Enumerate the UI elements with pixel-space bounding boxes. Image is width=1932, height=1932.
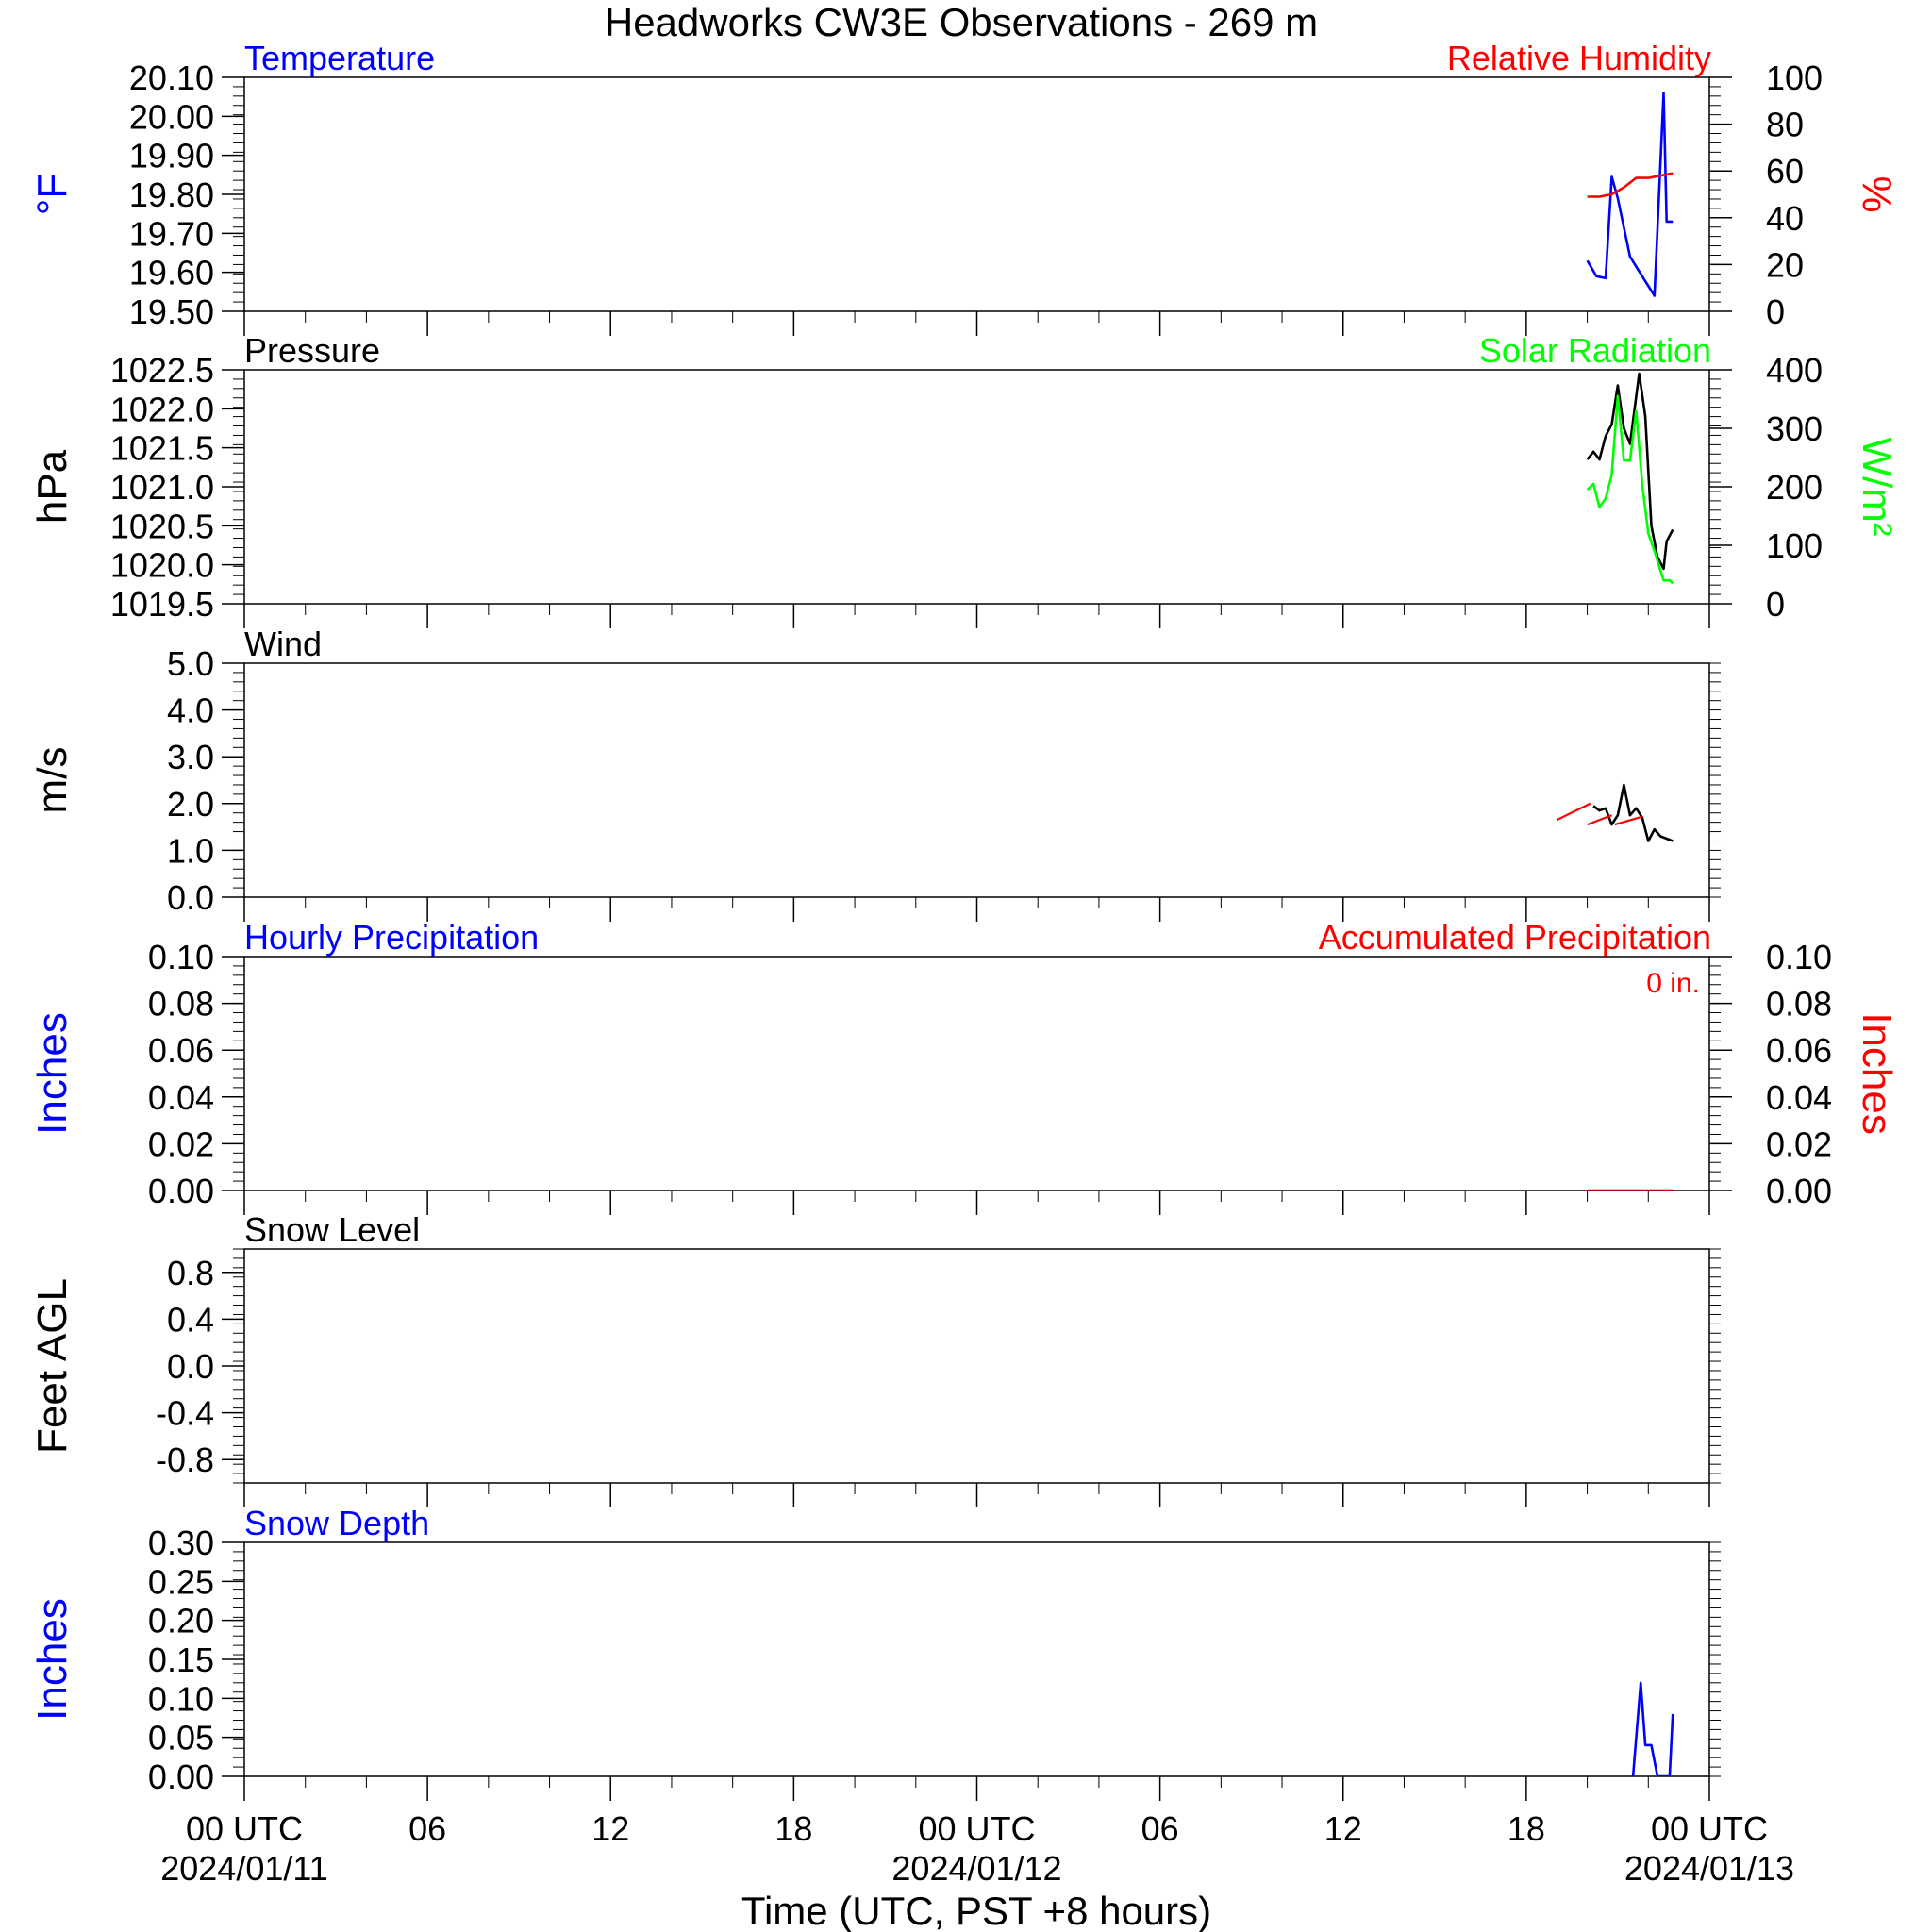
right-tick-label: 80 — [1766, 105, 1805, 144]
left-tick-label: 19.50 — [128, 292, 214, 331]
left-tick-label: 5.0 — [166, 644, 214, 683]
panel-title-right: Solar Radiation — [1478, 331, 1711, 370]
panel-title: Snow Depth — [244, 1504, 430, 1542]
right-tick-label: 0 — [1766, 585, 1786, 624]
panel-title: Hourly Precipitation — [244, 918, 540, 957]
right-tick-label: 0.00 — [1766, 1172, 1833, 1210]
panel-frame — [244, 370, 1709, 604]
snow-depth-line — [1633, 1683, 1673, 1776]
left-axis-title: hPa — [29, 449, 75, 525]
left-tick-label: 3.0 — [166, 738, 214, 777]
panel-3 — [29, 625, 1721, 922]
right-tick-label: 0.02 — [1766, 1124, 1833, 1164]
x-tick-label: 06 — [1141, 1809, 1179, 1848]
left-tick-label: 19.60 — [128, 253, 214, 292]
panel-frame — [244, 1249, 1709, 1483]
left-tick-label: 1.0 — [166, 831, 214, 871]
right-axis-title: % — [1854, 175, 1900, 213]
right-tick-label: 400 — [1766, 351, 1824, 390]
right-tick-label: 0.10 — [1766, 938, 1833, 976]
solar-radiation-line — [1588, 396, 1674, 583]
x-tick-label: 00 UTC — [185, 1809, 304, 1848]
x-tick-label: 18 — [774, 1809, 813, 1848]
x-tick-label: 00 UTC — [1650, 1809, 1769, 1848]
left-axis-title: Inches — [29, 1012, 75, 1135]
left-axis-title: °F — [29, 173, 75, 216]
right-tick-label: 0.08 — [1766, 984, 1833, 1024]
x-tick-label: 00 UTC — [918, 1809, 1036, 1848]
left-tick-label: 0.10 — [147, 1679, 214, 1719]
x-tick-date: 2024/01/12 — [891, 1849, 1062, 1888]
left-tick-label: 20.00 — [128, 97, 214, 137]
panel-title: Temperature — [244, 39, 436, 77]
temperature-line — [1588, 93, 1674, 296]
left-tick-label: 20.10 — [128, 58, 214, 97]
right-axis-title: Inches — [1854, 1012, 1900, 1135]
x-tick-label: 12 — [1324, 1809, 1362, 1848]
right-axis-title: W/m² — [1854, 437, 1900, 537]
left-tick-label: 0.06 — [147, 1031, 214, 1071]
left-tick-label: 0.08 — [147, 984, 214, 1024]
left-tick-label: 0.02 — [147, 1124, 214, 1164]
left-tick-label: 1022.0 — [109, 390, 214, 429]
panel-6 — [29, 1504, 1721, 1801]
right-tick-label: 0.04 — [1766, 1077, 1833, 1117]
x-tick-date: 2024/01/13 — [1624, 1849, 1795, 1888]
time-axis — [160, 1809, 1794, 1888]
left-tick-label: -0.8 — [155, 1441, 214, 1480]
left-tick-label: 1019.5 — [109, 585, 214, 624]
left-tick-label: 1020.5 — [109, 507, 214, 546]
x-tick-label: 12 — [591, 1809, 630, 1848]
wind-barb-segment — [1615, 817, 1642, 824]
right-tick-label: 100 — [1766, 58, 1824, 97]
left-tick-label: 0.0 — [166, 1347, 214, 1386]
left-tick-label: 4.0 — [166, 691, 214, 730]
panel-frame — [244, 663, 1709, 897]
right-tick-label: 0.06 — [1766, 1031, 1833, 1071]
left-tick-label: 0.0 — [166, 878, 214, 917]
pressure-line — [1588, 374, 1674, 569]
left-tick-label: 0.10 — [147, 938, 214, 976]
x-tick-date: 2024/01/11 — [160, 1849, 328, 1888]
left-tick-label: 0.05 — [147, 1718, 214, 1757]
left-tick-label: 0.00 — [147, 1757, 214, 1796]
left-tick-label: 1021.0 — [109, 468, 214, 507]
panel-title: Wind — [244, 625, 323, 663]
x-tick-label: 06 — [408, 1809, 447, 1848]
left-tick-label: 0.8 — [166, 1253, 214, 1292]
left-tick-label: 1020.0 — [109, 545, 214, 585]
right-tick-label: 200 — [1766, 468, 1824, 507]
wind-barb-segment — [1557, 804, 1591, 820]
x-tick-label: 18 — [1507, 1809, 1545, 1848]
panel-frame — [244, 1542, 1709, 1776]
panels — [29, 39, 1900, 1801]
x-axis-title: Time (UTC, PST +8 hours) — [741, 1889, 1212, 1932]
left-tick-label: 19.70 — [128, 214, 214, 254]
panel-annotation: 0 in. — [1646, 968, 1700, 999]
left-axis-title: Inches — [29, 1598, 75, 1721]
chart-title: Headworks CW3E Observations - 269 m — [604, 0, 1319, 44]
right-tick-label: 300 — [1766, 409, 1824, 448]
panel-2 — [29, 331, 1900, 628]
panel-1 — [29, 39, 1900, 336]
panel-frame — [244, 77, 1709, 311]
left-axis-title: m/s — [29, 746, 75, 814]
left-tick-label: 0.20 — [147, 1601, 214, 1641]
left-axis-title: Feet AGL — [29, 1278, 75, 1454]
left-tick-label: 1022.5 — [109, 351, 214, 390]
right-tick-label: 0 — [1766, 292, 1786, 331]
panel-title: Snow Level — [244, 1210, 421, 1249]
wind-barb-segment — [1588, 815, 1612, 824]
panel-title: Pressure — [244, 331, 381, 370]
right-tick-label: 20 — [1766, 245, 1805, 285]
panel-frame — [244, 957, 1709, 1191]
left-tick-label: 0.04 — [147, 1077, 214, 1117]
left-tick-label: 0.30 — [147, 1524, 214, 1562]
left-tick-label: 0.25 — [147, 1562, 214, 1602]
left-tick-label: -0.4 — [155, 1393, 214, 1433]
right-tick-label: 60 — [1766, 152, 1805, 192]
wind-speed-line — [1593, 785, 1673, 841]
left-tick-label: 0.4 — [166, 1300, 214, 1340]
panel-5 — [29, 1210, 1721, 1507]
panel-title-right: Accumulated Precipitation — [1318, 918, 1711, 957]
right-tick-label: 40 — [1766, 198, 1805, 238]
panel-title-right: Relative Humidity — [1446, 39, 1711, 77]
left-tick-label: 19.90 — [128, 136, 214, 175]
left-tick-label: 19.80 — [128, 175, 214, 214]
left-tick-label: 0.15 — [147, 1641, 214, 1679]
left-tick-label: 2.0 — [166, 784, 214, 824]
left-tick-label: 1021.5 — [109, 428, 214, 468]
right-tick-label: 100 — [1766, 526, 1824, 565]
panel-4 — [29, 918, 1900, 1215]
left-tick-label: 0.00 — [147, 1172, 214, 1210]
